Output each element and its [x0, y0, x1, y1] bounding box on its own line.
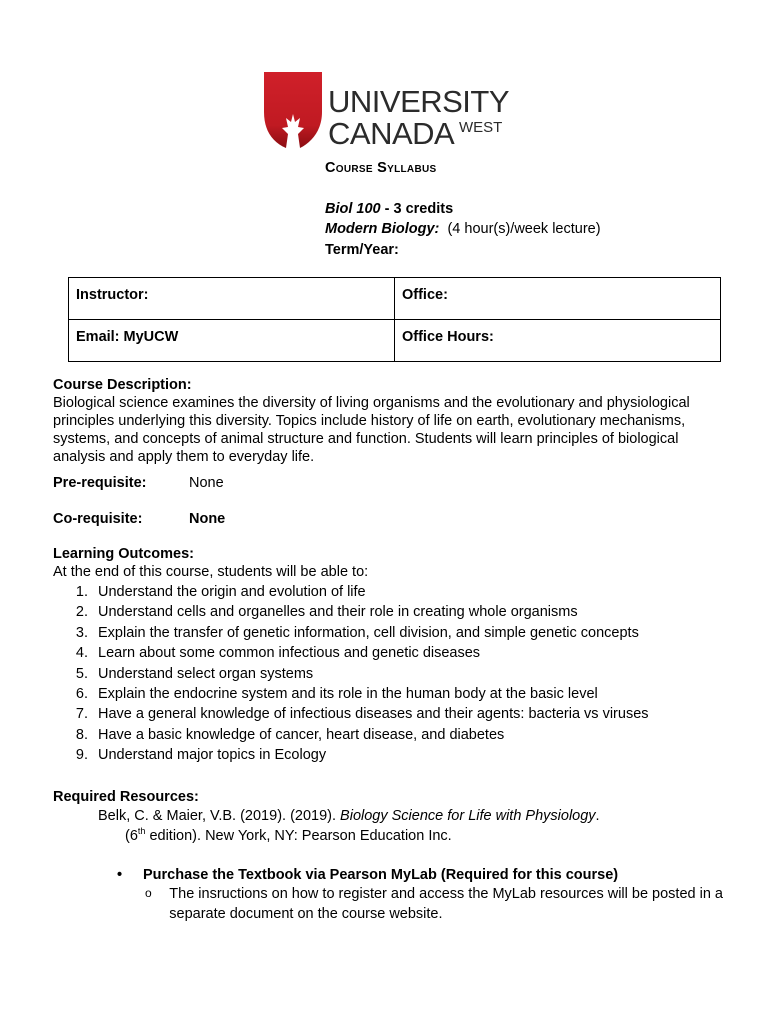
- outcomes-heading: Learning Outcomes:: [53, 546, 194, 562]
- textbook-citation: Belk, C. & Maier, V.B. (2019). (2019). Biology Science for Life with Physiology.: [98, 807, 600, 824]
- logo-text-canada: CANADA: [328, 116, 455, 151]
- resources-heading: Required Resources:: [53, 788, 199, 805]
- instructor-info-table: [68, 277, 721, 362]
- citation-authors: Belk, C. & Maier, V.B. (2019). (2019).: [98, 807, 341, 824]
- course-name: Modern Biology:: [325, 221, 440, 237]
- list-item: 3. Explain the transfer of genetic information, cell division, and simple genetic concepts: [75, 624, 639, 641]
- office-cell: Office:: [395, 278, 721, 320]
- course-hours: (4 hour(s)/week lecture): [447, 221, 601, 237]
- sub-bullet-icon: o: [145, 885, 152, 900]
- email-cell: Email: MyUCW: [69, 320, 395, 362]
- textbook-edition: (6th edition). New York, NY: Pearson Education Inc.: [125, 825, 452, 844]
- list-item: 7. Have a general knowledge of infectious diseases and their agents: bacteria vs viruses: [75, 706, 649, 723]
- term-year-label: Term/Year:: [325, 242, 399, 258]
- document-title: Course Syllabus: [325, 160, 437, 176]
- list-item: 6. Explain the endocrine system and its role in the human body at the basic level: [75, 685, 598, 702]
- syllabus-body: [53, 376, 723, 924]
- list-item: 5. Understand select organ systems: [75, 665, 314, 682]
- description-text: Biological science examines the diversity of living organisms and the evolutionary and physiological principles underlying this diversity. Topics include history of life on earth, evolutionary mechanisms, systems, and concepts of animal structure and function. Students will learn principles of biological analysis and apply them to everyday life.: [53, 395, 690, 465]
- corequisite-row: [53, 510, 723, 528]
- prerequisite-label: Pre-requisite:: [53, 475, 147, 491]
- prerequisite-value: None: [189, 475, 224, 491]
- list-item: 9. Understand major topics in Ecology: [75, 747, 327, 764]
- corequisite-value: None: [189, 511, 226, 527]
- credits-separator: -: [380, 201, 394, 217]
- course-name-line: [325, 220, 601, 238]
- list-item: 8. Have a basic knowledge of cancer, heart disease, and diabetes: [75, 726, 505, 743]
- list-item: 2. Understand cells and organelles and their role in creating whole organisms: [75, 604, 578, 621]
- citation-title: Biology Science for Life with Physiology: [340, 807, 596, 824]
- corequisite-label: Co-requisite:: [53, 511, 143, 527]
- logo-text-university: UNIVERSITY: [328, 84, 510, 119]
- description-heading: Course Description:: [53, 377, 192, 393]
- course-code-line: [325, 200, 453, 218]
- outcomes-intro: At the end of this course, students will be able to:: [53, 564, 369, 580]
- office-hours-cell: Office Hours:: [395, 320, 721, 362]
- purchase-textbook-item: [117, 866, 723, 884]
- logo-text-west: WEST: [459, 119, 503, 136]
- bullet-icon: •: [117, 866, 123, 883]
- maple-leaf-logo-icon: [264, 72, 328, 150]
- outcomes-list: [53, 582, 723, 766]
- course-credits: 3 credits: [393, 201, 454, 217]
- list-item: 1. Understand the origin and evolution of life: [75, 584, 366, 600]
- course-code: Biol 100: [325, 201, 381, 217]
- purchase-textbook-text: Purchase the Textbook via Pearson MyLab (Required for this course): [143, 866, 619, 883]
- university-logo: [264, 72, 514, 150]
- list-item: 4. Learn about some common infectious and genetic diseases: [75, 645, 481, 662]
- mylab-instructions-item: [145, 884, 723, 924]
- mylab-instructions-text: The insructions on how to register and access the MyLab resources will be posted in a separate document on the course website.: [169, 885, 723, 922]
- prerequisite-row: [53, 474, 723, 492]
- instructor-cell: Instructor:: [69, 278, 395, 320]
